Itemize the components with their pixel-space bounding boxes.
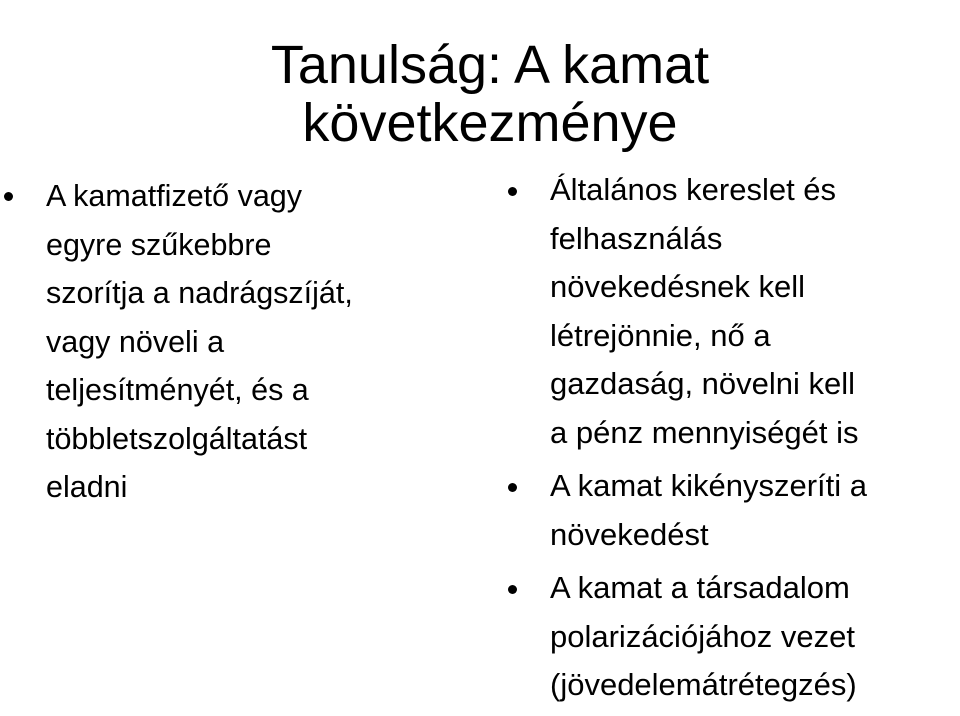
bullet-line: A kamat kikényszeríti a — [550, 468, 868, 503]
bullet-line: Általános kereslet és — [550, 172, 837, 207]
bullet-line: létrejönnie, nő a — [550, 317, 771, 353]
bullet-line: polarizációjához vezet — [550, 618, 856, 654]
title-line: következménye — [302, 93, 678, 154]
bullet-line: vagy növeli a — [46, 324, 225, 359]
bullet-item — [500, 166, 960, 457]
bullet-line: a pénz mennyiségét is — [550, 414, 859, 450]
bullet-dot-icon — [508, 483, 517, 492]
bullet-line: egyre szűkebbre — [46, 227, 272, 262]
bullet-line: A kamatfizető vagy — [46, 179, 302, 213]
bullet-item — [500, 462, 960, 559]
left-bullet-list — [0, 172, 470, 520]
bullet-line: növekedést — [550, 516, 709, 552]
bullet-line: A kamat a társadalom — [550, 570, 850, 605]
bullet-item — [0, 172, 470, 512]
bullet-line: felhasználás — [550, 220, 723, 256]
bullet-dot-icon — [508, 585, 517, 594]
right-bullet-list — [500, 166, 960, 715]
bullet-line: többletszolgáltatást — [46, 421, 308, 456]
bullet-dot-icon — [508, 187, 517, 196]
title-line: Tanulság: A kamat — [270, 35, 710, 96]
bullet-line: gazdaság, növelni kell — [550, 366, 856, 401]
slide-title — [180, 36, 800, 152]
bullet-dot-icon — [4, 192, 13, 201]
bullet-line: (jövedelemátrétegzés) — [550, 667, 857, 702]
bullet-item — [500, 564, 960, 710]
bullet-line: növekedésnek kell — [550, 269, 806, 304]
bullet-line: eladni — [46, 470, 128, 504]
bullet-line: szorítja a nadrágszíját, — [46, 276, 353, 310]
bullet-line: teljesítményét, és a — [46, 373, 309, 407]
